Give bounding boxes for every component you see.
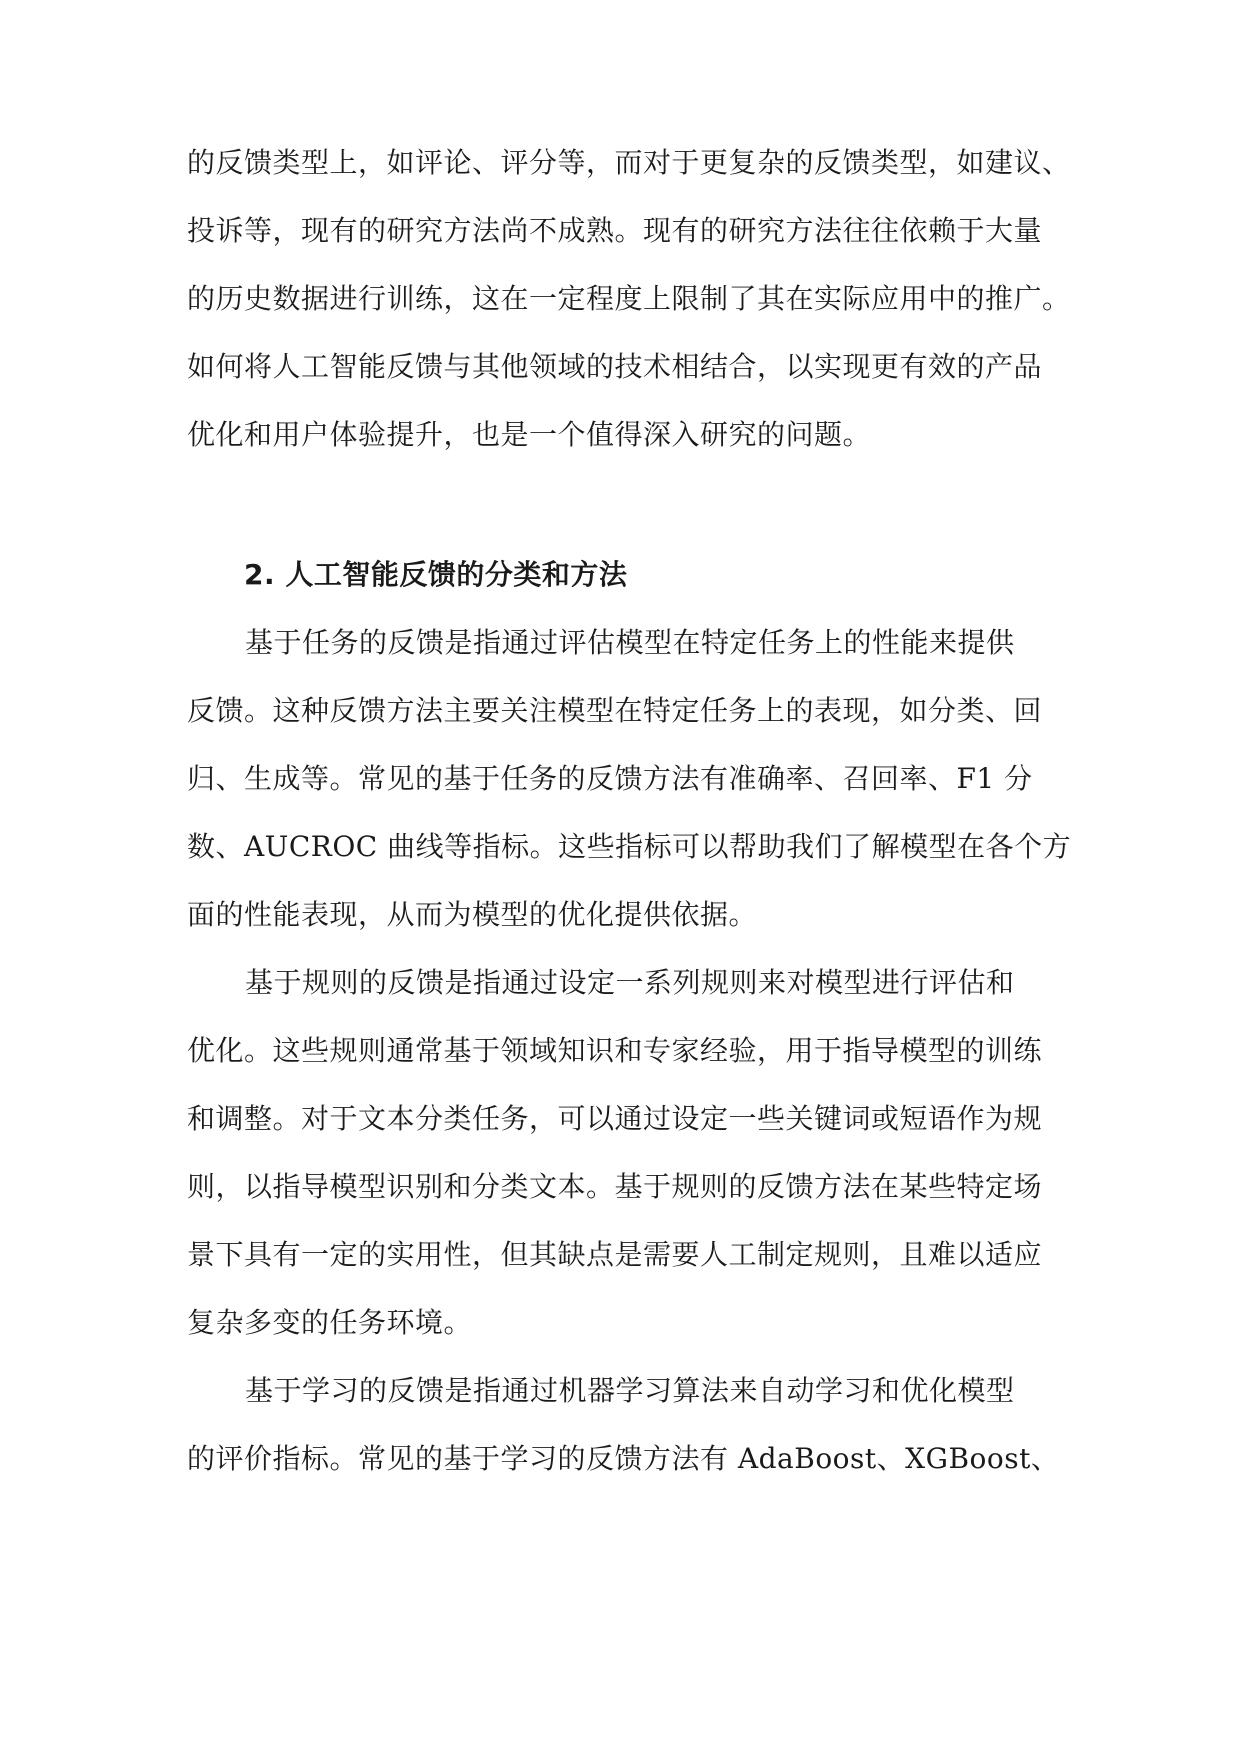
text-line: 归、生成等。常见的基于任务的反馈方法有准确率、召回率、F1 分 [187, 762, 1033, 795]
text-line: 和调整。对于文本分类任务，可以通过设定一些关键词或短语作为规 [187, 1102, 1043, 1135]
text-line: 景下具有一定的实用性，但其缺点是需要人工制定规则，且难以适应 [187, 1238, 1043, 1271]
text-line: 复杂多变的任务环境。 [187, 1306, 473, 1339]
text-line: 优化。这些规则通常基于领域知识和专家经验，用于指导模型的训练 [187, 1034, 1043, 1067]
text-line: 的评价指标。常见的基于学习的反馈方法有 AdaBoost、XGBoost、 [187, 1442, 1060, 1475]
text-line: 的反馈类型上，如评论、评分等，而对于更复杂的反馈类型，如建议、 [187, 146, 1071, 179]
text-line: 优化和用户体验提升，也是一个值得深入研究的问题。 [187, 418, 872, 451]
text-line: 则，以指导模型识别和分类文本。基于规则的反馈方法在某些特定场 [187, 1170, 1043, 1203]
text-line: 投诉等，现有的研究方法尚不成熟。现有的研究方法往往依赖于大量 [187, 214, 1043, 247]
paragraph-first-line: 基于任务的反馈是指通过评估模型在特定任务上的性能来提供 [245, 626, 1015, 659]
paragraph-first-line: 基于学习的反馈是指通过机器学习算法来自动学习和优化模型 [245, 1374, 1015, 1407]
section-heading: 2. 人工智能反馈的分类和方法 [244, 558, 628, 591]
text-line: 反馈。这种反馈方法主要关注模型在特定任务上的表现，如分类、回 [187, 694, 1043, 727]
paragraph-first-line: 基于规则的反馈是指通过设定一系列规则来对模型进行评估和 [245, 966, 1015, 999]
text-line: 数、AUCROC 曲线等指标。这些指标可以帮助我们了解模型在各个方 [187, 830, 1072, 863]
text-line: 的历史数据进行训练，这在一定程度上限制了其在实际应用中的推广。 [187, 282, 1071, 315]
text-line: 面的性能表现，从而为模型的优化提供依据。 [187, 898, 758, 931]
text-line: 如何将人工智能反馈与其他领域的技术相结合，以实现更有效的产品 [187, 350, 1043, 383]
